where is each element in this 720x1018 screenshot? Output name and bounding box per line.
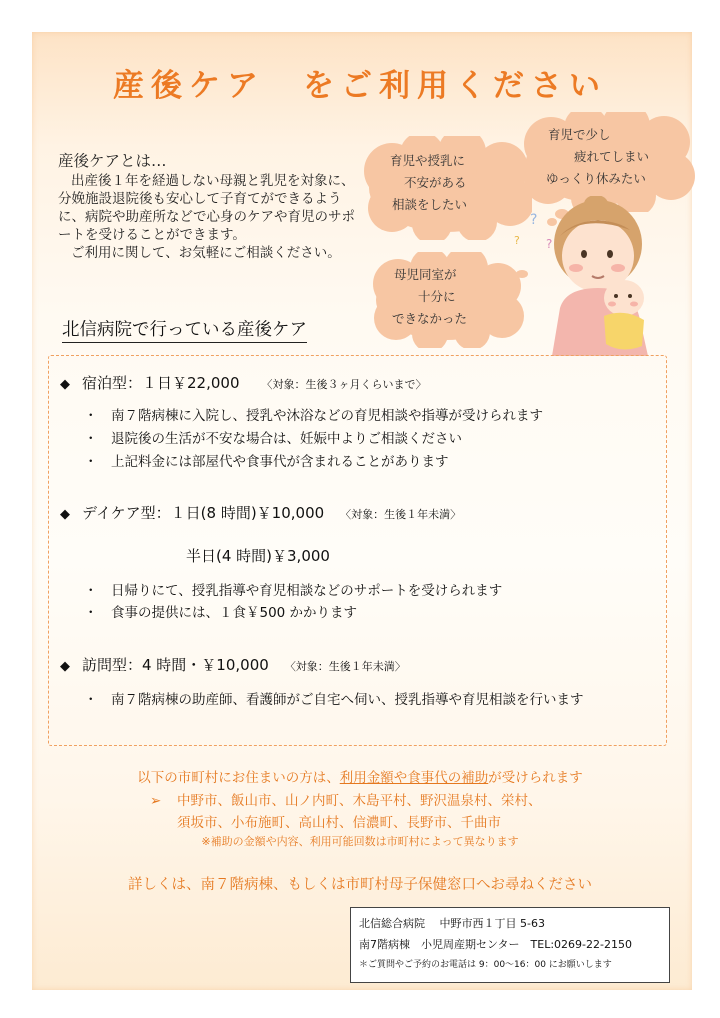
plan-daycare-half: 半日(4 時間)￥3,000	[186, 547, 330, 565]
intro-section	[58, 152, 358, 262]
plan-stay-label: 宿泊型：１日￥22,000	[82, 374, 240, 392]
plan-visit-target: 〈対象：生後１年未満〉	[284, 660, 406, 673]
intro-heading: 産後ケアとは…	[58, 152, 167, 170]
plan-daycare	[60, 502, 461, 523]
details-notice: 詳しくは、南７階病棟、もしくは市町村母子保健窓口へお尋ねください	[128, 877, 592, 893]
diamond-icon: ◆	[60, 659, 70, 674]
svg-text:?: ?	[514, 234, 520, 247]
section-title: 北信病院で行っている産後ケア	[62, 316, 307, 343]
bubble-bottom-line3: できなかった	[392, 311, 468, 326]
page-title: 産後ケア をご利用ください	[113, 68, 607, 104]
plan-stay-target: 〈対象：生後３ヶ月くらいまで〉	[261, 378, 427, 391]
bubble-bottom-line2: 十分に	[418, 289, 456, 304]
contact-box	[350, 907, 670, 983]
plan-daycare-label: デイケア型：１日(8 時間)￥10,000	[82, 504, 325, 522]
list-item: ・ 南７階病棟に入院し、授乳や沐浴などの育児相談や指導が受けられます	[84, 408, 543, 424]
svg-text:?: ?	[530, 212, 538, 228]
contact-line2: 南7階病棟 小児周産期センター TEL:0269-22-2150	[359, 938, 632, 951]
list-item: ・ 南７階病棟の助産師、看護師がご自宅へ伺い、授乳指導や育児相談を行います	[84, 692, 584, 708]
plan-daycare-target: 〈対象：生後１年未満〉	[340, 508, 462, 521]
subsidy-highlight: 利用金額や食事代の補助	[339, 770, 489, 786]
contact-note: ＊ご質問やご予約のお電話は 9：00～16：00 にお願いします	[359, 960, 612, 970]
plan-visit-label: 訪問型：4 時間・￥10,000	[82, 656, 269, 674]
bubble-left-line1: 育児や授乳に	[390, 153, 466, 168]
list-item: ・ 日帰りにて、授乳指導や育児相談などのサポートを受けられます	[84, 583, 503, 599]
contact-line1: 北信総合病院 中野市西１丁目 5-63	[359, 917, 545, 930]
list-item: ・ 上記料金には部屋代や食事代が含まれることがあります	[84, 454, 449, 470]
svg-text:?: ?	[546, 237, 553, 251]
bubble-right-line3: ゆっくり休みたい	[546, 171, 646, 186]
bubble-bottom-line1: 母児同室が	[394, 267, 457, 282]
bubble-right-line1: 育児で少し	[548, 127, 611, 142]
cities-line1: ➢ 中野市、飯山市、山ノ内町、木島平村、野沢温泉村、栄村、	[150, 793, 542, 809]
subsidy-note: ※補助の金額や内容、利用可能回数は市町村によって異なります	[201, 835, 519, 848]
cities-line2: 須坂市、小布施町、高山村、信濃町、長野市、千曲市	[177, 815, 501, 831]
bubble-left-line2: 不安がある	[404, 175, 467, 190]
intro-closing: ご利用に関して、お気軽にご相談ください。	[71, 245, 341, 261]
arrow-icon: ➢	[150, 793, 162, 809]
diamond-icon: ◆	[60, 507, 70, 522]
plan-visit	[60, 654, 406, 675]
mother-baby-illustration-icon	[530, 196, 680, 356]
diamond-icon: ◆	[60, 377, 70, 392]
bubble-right-line2: 疲れてしまい	[574, 149, 650, 164]
subsidy-lead: 以下の市町村にお住まいの方は、利用金額や食事代の補助が受けられます	[137, 770, 583, 786]
intro-body: 出産後１年を経過しない母親と乳児を対象に、分娩施設退院後も安心して子育てができるように、病院や助産所などで心身のケアや育児のサポートを受けることができます。	[58, 173, 355, 243]
list-item: ・ 退院後の生活が不安な場合は、妊娠中よりご相談ください	[84, 431, 462, 447]
plan-stay	[60, 372, 427, 393]
list-item: ・ 食事の提供には、１食￥500 かかります	[84, 605, 358, 621]
bubble-left-line3: 相談をしたい	[392, 197, 468, 212]
